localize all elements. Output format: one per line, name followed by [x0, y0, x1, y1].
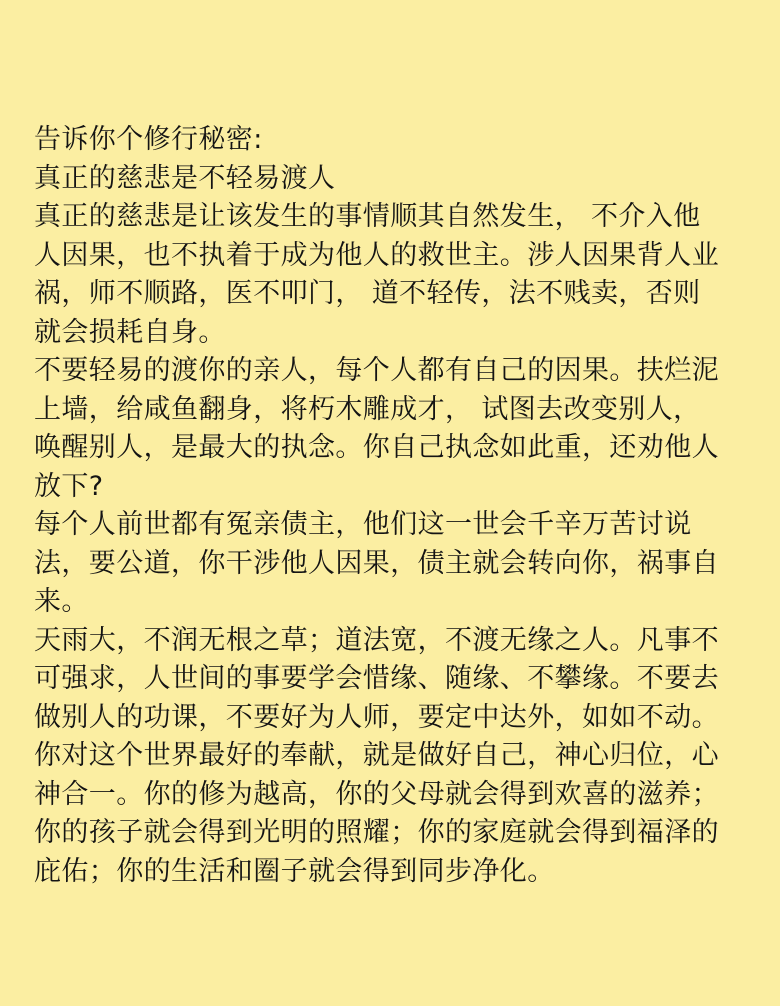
paragraph: 天雨大，不润无根之草；道法宽，不渡无缘之人。凡事不 可强求，人世间的事要学会惜缘、随缘、不攀缘。不要去 做别人的功课，不要好为人师，要定中达外，如如不动。 你对这个世界最好的奉献，就是做好自己，神心归位，心 神合一。你的修为越高，你的父母就会得到欢喜的滋养； 你的孩子就会得到光明的照耀；你的家庭就会得到福泽的 庇佑；你的生活和圈子就会得到同步净化。 — [34, 624, 719, 887]
subtitle-line: 真正的慈悲是不轻易渡人 — [34, 162, 336, 194]
paragraph: 不要轻易的渡你的亲人，每个人都有自己的因果。扶烂泥 上墙，给咸鱼翻身，将朽木雕成才， 试图去改变别人， 唤醒别人，是最大的执念。你自己执念如此重，还劝他人 放下? — [34, 355, 719, 502]
paragraph: 真正的慈悲是让该发生的事情顺其自然发生， 不介入他 人因果，也不执着于成为他人的救世主。涉人因果背人业 祸，师不顺路，医不叩门， 道不轻传，法不贱卖，否则 就会损耗自身。 — [34, 201, 719, 348]
paragraph: 每个人前世都有冤亲债主，他们这一世会千辛万苦讨说 法，要公道，你干涉他人因果，债主就会转向你，祸事自 来。 — [34, 509, 719, 617]
document-body — [34, 121, 756, 891]
heading-line: 告诉你个修行秘密: — [34, 124, 263, 155]
